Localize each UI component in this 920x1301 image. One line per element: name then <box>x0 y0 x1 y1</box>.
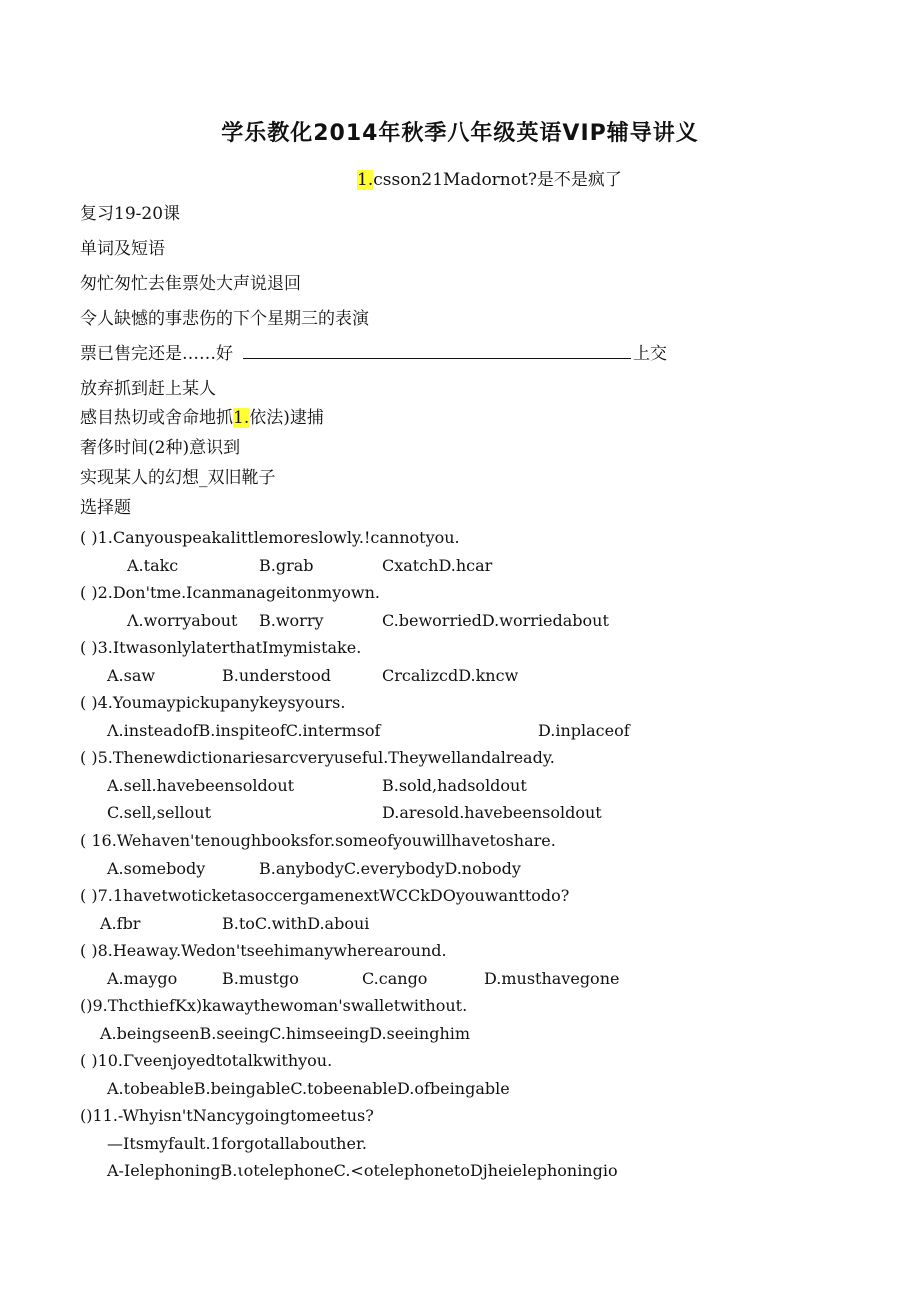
vocab-line-1: 匆忙匆忙去隹票处大声说退回 <box>80 274 301 294</box>
q3-option-cd: CrcalizcdD.kncw <box>382 666 519 685</box>
q3-option-a: A.saw <box>107 666 156 685</box>
vocab-line-3-end: 上交 <box>633 344 667 364</box>
q9-options: A.beingseenB.seeingC.himseeingD.seeinghim <box>100 1024 471 1043</box>
q1-option-a: A.takc <box>127 556 179 575</box>
question-10: ( )10.Γveenjoyedtotalkwithyou. <box>80 1051 333 1070</box>
highlight-mark: 1. <box>233 408 250 428</box>
question-9: ()9.ThcthiefKx)kawaythewoman'swalletwithout. <box>80 996 468 1015</box>
question-1: ( )1.Canyouspeakalittlemoreslowly.!cannotyou. <box>80 528 460 547</box>
question-11: ()11.-Whyisn'tNancygoingtomeetus? <box>80 1106 374 1125</box>
vocab-line-3-start: 票已售完还是……好 <box>80 344 233 364</box>
q5-option-a: A.sell.havebeensoldout <box>107 776 295 795</box>
vocab-line-2: 令人缺憾的事悲伤的下个星期三的表演 <box>80 309 369 329</box>
choice-heading: 选择题 <box>80 498 131 518</box>
q8-option-c: C.cango <box>362 969 428 988</box>
vocab-line-7: 实现某人的幻想_双旧靴子 <box>80 468 276 488</box>
q8-option-b: B.mustgo <box>222 969 299 988</box>
q11-reply: —Itsmyfault.1forgotallabouther. <box>107 1134 367 1153</box>
q11-options: A-IelephoningB.ιotelephoneC.<otelephonetoDjheielephoningio <box>107 1161 618 1180</box>
vocab-line-5-end: 依法)逮捕 <box>249 408 324 428</box>
q6-option-a: A.somebody <box>107 859 206 878</box>
question-2: ( )2.Don'tme.Icanmanageitonmyown. <box>80 583 380 602</box>
q5-option-c: C.sell,sellout <box>107 803 212 822</box>
lesson-subtitle <box>357 169 622 191</box>
fill-blank <box>243 344 631 359</box>
q5-option-d: D.aresold.havebeensoldout <box>382 803 602 822</box>
q1-option-b: B.grab <box>259 556 314 575</box>
q4-option-d: D.inplaceof <box>538 721 630 740</box>
q8-option-a: A.maygo <box>107 969 178 988</box>
vocab-line-5 <box>80 407 324 429</box>
highlight-mark: 1. <box>357 170 374 190</box>
review-heading: 复习19-20课 <box>80 204 181 224</box>
q10-options: A.tobeableB.beingableC.tobeenableD.ofbeingable <box>107 1079 510 1098</box>
question-3: ( )3.ItwasonlylaterthatImymistake. <box>80 638 362 657</box>
question-7: ( )7.1havetwoticketasoccergamenextWCCkDOyouwanttodo? <box>80 886 570 905</box>
words-heading: 单词及短语 <box>80 239 165 259</box>
q8-option-d: D.musthavegone <box>484 969 620 988</box>
question-6: ( 16.Wehaven'tenoughbooksfor.someofyouwillhavetoshare. <box>80 831 556 850</box>
q2-option-b: B.worry <box>259 611 324 630</box>
q7-option-a: A.fbr <box>100 914 141 933</box>
q2-option-a: Λ.worryabout <box>127 611 238 630</box>
vocab-line-4: 放弃抓到赶上某人 <box>80 379 216 399</box>
lesson-subtitle-text: csson21Madornot?是不是疯了 <box>373 170 622 190</box>
vocab-line-3 <box>80 343 667 365</box>
q1-option-cd: CxatchD.hcar <box>382 556 493 575</box>
q7-option-bcd: B.toC.withD.aboui <box>222 914 370 933</box>
vocab-line-6: 奢侈时间(2种)意识到 <box>80 438 241 458</box>
q5-option-b: B.sold,hadsoldout <box>382 776 527 795</box>
question-4: ( )4.Youmaypickupanykeysyours. <box>80 693 346 712</box>
q4-option-abc: Λ.insteadofB.inspiteofC.intermsof <box>107 721 381 740</box>
q3-option-b: B.understood <box>222 666 331 685</box>
q2-option-cd: C.beworriedD.worriedabout <box>382 611 609 630</box>
question-8: ( )8.Heaway.Wedon'tseehimanywherearound. <box>80 941 447 960</box>
q6-option-bcd: B.anybodyC.everybodyD.nobody <box>259 859 521 878</box>
page-title: 学乐教化2014年秋季八年级英语VIP辅导讲义 <box>221 121 699 146</box>
question-5: ( )5.Thenewdictionariesarcveryuseful.Theywellandalready. <box>80 748 555 767</box>
vocab-line-5-start: 感目热切或舍命地抓 <box>80 408 233 428</box>
